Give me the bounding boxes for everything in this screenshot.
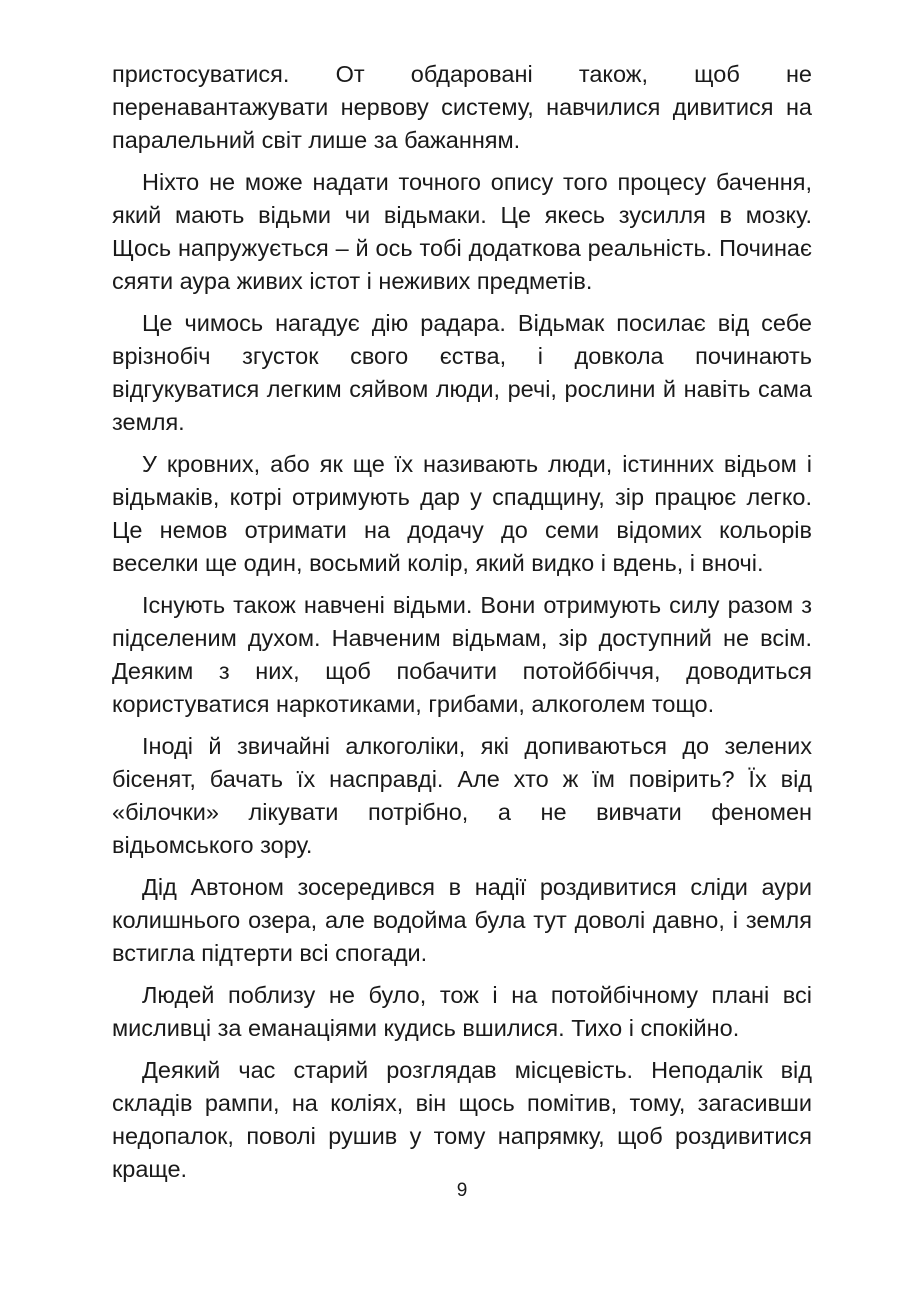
paragraph-1: пристосуватися. От обдаровані також, щоб не перенавантажувати нервову систему, навчилися дивитися на паралельний світ лише за бажанням. — [112, 61, 812, 153]
paragraph-2: Ніхто не може надати точного опису того процесу бачення, який мають відьми чи відьмаки. Це якесь зусилля в мозку. Щось напружується – й ось тобі додаткова реальність. Починає сяяти аура живих істот і неживих предметів. — [112, 169, 812, 294]
paragraph-9: Деякий час старий розглядав місцевість. Неподалік від складів рампи, на коліях, він щось помітив, тому, загасивши недопалок, поволі рушив у тому напрямку, щоб роздивитися краще. — [112, 1057, 812, 1182]
page-body — [112, 58, 812, 1195]
paragraph-6: Іноді й звичайні алкоголіки, які допиваються до зелених бісенят, бачать їх насправді. Але хто ж їм повірить? Їх від «білочки» лікувати потрібно, а не вивчати феномен відьомського зору. — [112, 733, 812, 858]
paragraph-7: Дід Автоном зосередився в надії роздивитися сліди аури колишнього озера, але водойма була тут доволі давно, і земля встигла підтерти всі спогади. — [112, 874, 812, 966]
paragraph-8: Людей поблизу не було, тож і на потойбічному плані всі мисливці за еманаціями кудись вшилися. Тихо і спокійно. — [112, 982, 812, 1041]
paragraph-4: У кровних, або як ще їх називають люди, істинних відьом і відьмаків, котрі отримують дар у спадщину, зір працює легко. Це немов отримати на додачу до семи відомих кольорів веселки ще один, восьмий колір, який видко і вдень, і вночі. — [112, 451, 812, 576]
paragraph-5: Існують також навчені відьми. Вони отримують силу разом з підселеним духом. Навченим відьмам, зір доступний не всім. Деяким з них, щоб побачити потойббіччя, доводиться користуватися наркотиками, грибами, алкоголем тощо. — [112, 592, 812, 717]
page-number: 9 — [456, 1180, 468, 1201]
paragraph-3: Це чимось нагадує дію радара. Відьмак посилає від себе врізнобіч згусток свого єства, і довкола починають відгукуватися легким сяйвом люди, речі, рослини й навіть сама земля. — [112, 310, 812, 435]
